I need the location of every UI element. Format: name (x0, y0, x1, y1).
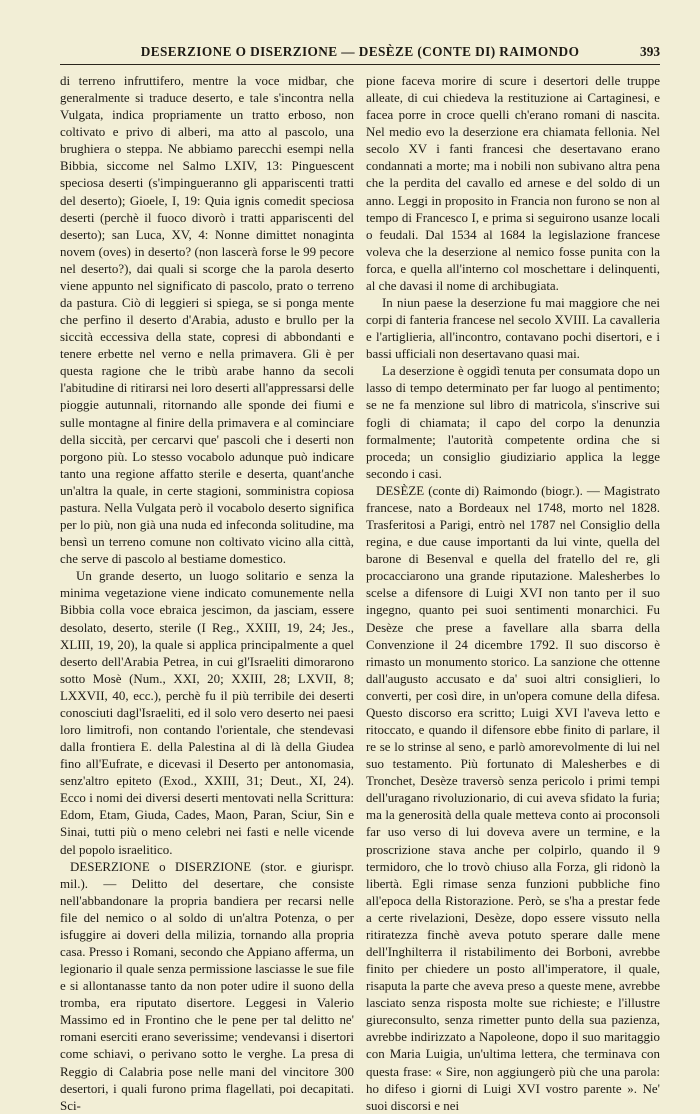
text-columns (60, 72, 660, 1113)
running-header (60, 38, 660, 65)
paragraph: La deserzione è oggidì tenuta per consumata dopo un lasso di tempo determinato per far luogo al pentimento; se ne fa menzione sul libro di matricola, s'inscrive sui fogli di chiamata; il capo del corpo la denunzia formalmente; l'autorità competente ordina che si proceda; un consiglio giudiziario applica la legge secondo i casi. (366, 363, 660, 481)
header-title: DESERZIONE O DISERZIONE — DESÈZE (CONTE DI) RAIMONDO (140, 44, 580, 59)
paragraph: di terreno infruttifero, mentre la voce midbar, che generalmente si traduce deserto, e tale s'incontra nella Vulgata, indica propriamente un tratto erboso, non coltivato e privo di alberi, ma atto al pascolo, una brughiera o steppa. Ne abbiamo parecchi esempi nella Bibbia, siccome nel Salmo LXIV, 13: Pinguescent speciosa deserti (s'impingueranno gli appariscenti tratti del deserto); Gioele, I, 19: Quia ignis comedit speciosa deserti (perchè il fuoco divorò i tratti appariscenti del deserto); san Luca, XV, 4: Nonne dimittet nonaginta novem (oves) in deserto? (non lascerà forse le 99 pecore nel deserto?), dai quali si scorge che la parola deserto viene appunto nel significato di pascolo, prato o terreno da pastura. Ciò di leggieri si spiega, se si ponga mente che perfino il deserto d'Arabia, adusto e brullo per la siccità eccessiva della state, copresi di abbondanti e tenere erbette nel verno e nella primavera. Gli è per questa ragione che le tribù arabe hanno da secoli l'abitudine di ritirarsi nei loro deserti all'appressarsi delle pioggie autunnali, ritornando alle sponde dei fiumi e sulle montagne al finire della primavera e al cominciare della siccità, per cercarvi que' pascoli che i deserti non porgono più. Lo stesso vocabolo adunque può indicare tanto una regione affatto sterile e deserta, quant'anche un'altra la quale, in certe stagioni, somministra copiosa pastura. Nella Vulgata però il vocabolo deserto significa per lo più, non già una nuda ed infeconda solitudine, ma bensì un terreno comune non coltivato vicino alla città, che serve di pascolo al bestiame domestico. (60, 73, 354, 567)
page-number: 393 (640, 44, 660, 59)
paragraph: pione faceva morire di scure i desertori delle truppe alleate, di cui chiedeva la restituzione ai Cartaginesi, e facea porre in croce quelli ch'erano romani di nascita. Nel medio evo la deserzione era chiamata fellonia. Nel secolo XV i fanti francesi che desertavano erano condannati a morte; ma i nobili non subivano altra pena che la perdita del cavallo ed arnese e del soldo di un anno. Leggi in proposito in Francia non furono se non al tempo di Francesco I, e prima si seguirono usanze locali o feudali. Dal 1534 al 1684 la legislazione francese voleva che la deserzione al nemico fosse punita con la forca, e quella all'interno col moschettare i delinquenti, al che davasi il nome di archibugiata. (366, 73, 660, 293)
left-column (60, 72, 354, 1113)
entry-deserzione: DESERZIONE o DISERZIONE (stor. e giurispr. mil.). — Delitto del desertare, che consiste nell'abbandonare la propria bandiera per recarsi nelle file del nemico o al soldo di un'altra Potenza, o per isfuggire ai doveri della milizia, tornando alla propria casa. Presso i Romani, secondo che Appiano afferma, un legionario il quale senza permissione lasciasse le sue file e si allontanasse tanto da non poter udire il suono della tromba, era riputato disertore. Leggesi in Valerio Massimo ed in Frontino che le pene per tal delitto ne' romani eserciti erano severissime; vendevansi i disertori come schiavi, o perivano sotto le verghe. La presa di Reggio di Calabria pose nelle mani del vincitore 300 desertori, i quali furono prima flagellati, poi decapitati. Sci- (60, 858, 354, 1113)
paragraph: In niun paese la deserzione fu mai maggiore che nei corpi di fanteria francese nel secolo XVIII. La cavalleria e l'artiglieria, all'incontro, contavano pochi disertori, e i bassi ufficiali non desertavano quasi mai. (366, 295, 660, 362)
paragraph: Un grande deserto, un luogo solitario e senza la minima vegetazione viene indicato comunemente nella Bibbia colla voce ebraica jescimon, da jasciam, essere desolato, deserto, sterile (I Reg., XXIII, 19, 24; Jes., XLIII, 19, 20), la quale si applica principalmente a quel deserto dell'Arabia Petrea, in cui gl'Israeliti dimorarono sotto Mosè (Num., XXI, 20; XXIII, 28; LXVII, 8; LXXVII, 40, ecc.), perchè fu il più terribile dei deserti conosciuti dagl'Israeliti, ed il solo vero deserto nei paesi loro limitrofi, non contando l'orientale, che stendevasi dalla frontiera E. della Palestina al di là della Giudea fino all'Eufrate, e dicevasi il Deserto per antonomasia, senz'altro epiteto (Exod., XXIII, 31; Deut., XI, 24). Ecco i nomi dei diversi deserti mentovati nella Scrittura: Edom, Etam, Giuda, Cades, Maon, Paran, Sciur, Sin e Sinai, tutti più o meno celebri nei fasti e nelle vicende del popolo israelitico. (60, 568, 354, 857)
right-column (366, 72, 660, 1113)
entry-deseze: DESÈZE (conte di) Raimondo (biogr.). — Magistrato francese, nato a Bordeaux nel 1748, morto nel 1828. Trasferitosi a Parigi, entrò nel 1787 nel Consiglio della regina, e due cause importanti da lui vinte, quella del barone di Besenval e quella del fratello del re, gli procacciarono una grande riputazione. Malesherbes lo scelse a difensore di Luigi XVI non tanto per il suo ingegno, quanto pei suoi sentimenti monarchici. Fu Desèze che prese a favellare alla sbarra della Convenzione il 24 dicembre 1792. Il suo discorso è rimasto un monumento storico. La sanzione che ottenne dall'augusto accusato e da' suoi altri consiglieri, lo converti, per così dire, in un'opera comune della difesa. Questo discorso era scritto; Luigi XVI l'aveva letto e ritoccato, e quando il difensore ebbe finito di parlare, il re se lo strinse al seno, e parlò amorevolmente di lui nel suo testamento. Più fortunato di Malesherbes e di Tronchet, Desèze traversò senza pericolo i primi tempi dell'uragano rivoluzionario, di cui aveva sfidato la furia; ma la generosità della quale metteva conto ai proconsoli far uso verso di lui doveva avere un termine, e la proscrizione stava anche per colpirlo, quando il 9 termidoro, che lo trovò chiuso alla Forza, gli ridonò la libertà. Egli rimase senza funzioni pubbliche fino all'epoca della Ristorazione. Però, se s'ha a prestar fede a certe rivelazioni, Desèze, dopo essere vissuto nella ritiratezza finchè aveva potuto sperare dalle mene dell'Inghilterra il ristabilimento dei Borboni, avrebbe finito per chiedere un posto all'imperatore, il quale, risaputa la parte che aveva preso a queste mene, avrebbe lasciato senza risposta molte sue richieste; e l'illustre giureconsulto, senza rimetter punto della sua pazienza, avrebbe indirizzato a Napoleone, dopo il suo maritaggio con Maria Luigia, un'ultima lettera, che terminava con questa frase: « Sire, non aggiungerò più che una parola: ho difeso i giorni di Luigi XVI vostro parente ». Ne' suoi discorsi e nei (366, 482, 660, 1113)
